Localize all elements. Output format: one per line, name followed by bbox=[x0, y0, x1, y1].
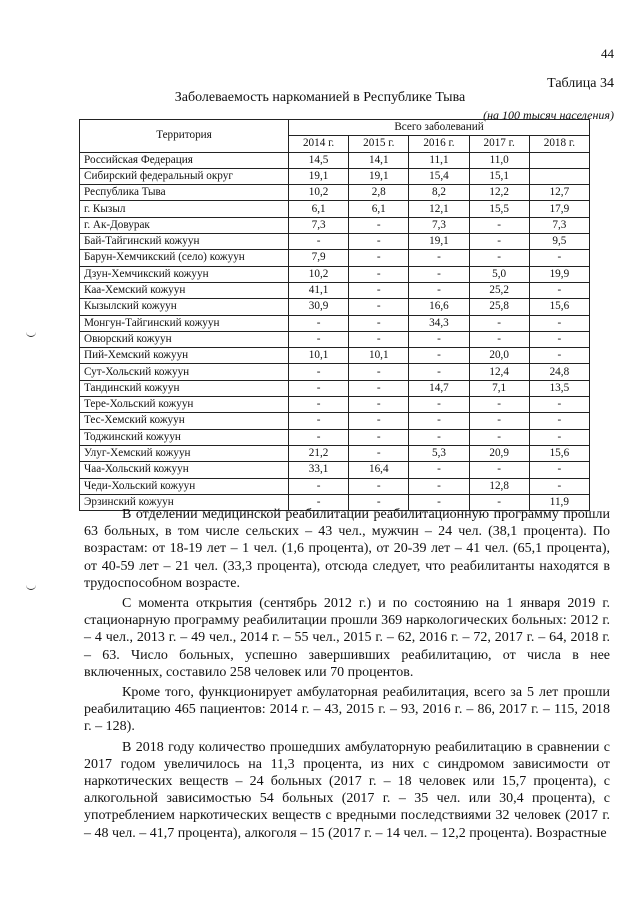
value-cell: - bbox=[529, 462, 589, 478]
value-cell: - bbox=[349, 380, 409, 396]
table-row bbox=[80, 315, 590, 331]
value-cell: 12,7 bbox=[529, 185, 589, 201]
territory-cell: Бай-Тайгинский кожуун bbox=[80, 234, 289, 250]
header-year: 2016 г. bbox=[409, 136, 469, 152]
value-cell: - bbox=[469, 217, 529, 233]
paragraph: Кроме того, функционирует амбулаторная реабилитация, всего за 5 лет прошли реабилитацию 465 пациентов: 2014 г. – 43, 2015 г. – 93, 2016 г. – 86, 2017 г. – 115, 2018 г. – 128). bbox=[84, 685, 610, 735]
value-cell: - bbox=[409, 413, 469, 429]
value-cell: - bbox=[289, 494, 349, 510]
value-cell: 11,1 bbox=[409, 152, 469, 168]
table-row bbox=[80, 397, 590, 413]
territory-cell: Каа-Хемский кожуун bbox=[80, 282, 289, 298]
value-cell: - bbox=[349, 397, 409, 413]
value-cell: - bbox=[349, 364, 409, 380]
value-cell: - bbox=[469, 429, 529, 445]
value-cell: - bbox=[349, 282, 409, 298]
table-row bbox=[80, 331, 590, 347]
table-row bbox=[80, 413, 590, 429]
value-cell: 25,2 bbox=[469, 282, 529, 298]
value-cell: 34,3 bbox=[409, 315, 469, 331]
value-cell: - bbox=[409, 250, 469, 266]
territory-cell: Российская Федерация bbox=[80, 152, 289, 168]
value-cell: - bbox=[409, 348, 469, 364]
territory-cell: Чеди-Хольский кожуун bbox=[80, 478, 289, 494]
value-cell: 15,6 bbox=[529, 445, 589, 461]
value-cell: - bbox=[529, 397, 589, 413]
value-cell: 8,2 bbox=[409, 185, 469, 201]
table-row bbox=[80, 462, 590, 478]
value-cell: 6,1 bbox=[289, 201, 349, 217]
value-cell: - bbox=[349, 315, 409, 331]
value-cell: - bbox=[289, 380, 349, 396]
territory-cell: Тоджинский кожуун bbox=[80, 429, 289, 445]
value-cell: 19,1 bbox=[409, 234, 469, 250]
value-cell: 11,9 bbox=[529, 494, 589, 510]
territory-cell: Барун-Хемчикский (село) кожуун bbox=[80, 250, 289, 266]
paragraph: В 2018 году количество прошедших амбулаторную реабилитацию в сравнении с 2017 годом увеличилось на 11,3 процента, из них с синдромом зависимости от наркотических веществ – 24 больных (2017 г. – 18 человек или 15,7 процента), с алкогольной зависимостью 54 больных (2017 г. – 35 чел. или 30,4 процента), с употреблением наркотических веществ с вредными последствиями 32 человек (2017 г. – 48 чел. – 41,7 процента), алкоголя – 15 (2017 г. – 14 чел. – 12,2 процента). Возрастные bbox=[84, 739, 610, 841]
paragraph: В отделении медицинской реабилитации реабилитационную программу прошли 63 больных, в том числе сельских – 43 чел., мужчин – 24 чел. (38,1 процента). По возрастам: от 18-19 лет – 1 чел. (1,6 процента), от 20-39 лет – 41 чел. (65,1 процента), от 40-59 лет – 21 чел. (33,3 процента), отсюда следует, что реабилитанты находятся в трудоспособном возрасте. bbox=[84, 507, 610, 591]
value-cell: 17,9 bbox=[529, 201, 589, 217]
value-cell: - bbox=[349, 217, 409, 233]
territory-cell: Дзун-Хемчикский кожуун bbox=[80, 266, 289, 282]
value-cell: - bbox=[409, 462, 469, 478]
value-cell: - bbox=[529, 282, 589, 298]
value-cell: 21,2 bbox=[289, 445, 349, 461]
table-row bbox=[80, 380, 590, 396]
value-cell: - bbox=[289, 315, 349, 331]
value-cell: - bbox=[289, 234, 349, 250]
value-cell: 11,0 bbox=[469, 152, 529, 168]
value-cell: 20,9 bbox=[469, 445, 529, 461]
territory-cell: Овюрский кожуун bbox=[80, 331, 289, 347]
value-cell: - bbox=[529, 429, 589, 445]
value-cell: - bbox=[349, 478, 409, 494]
value-cell: 16,4 bbox=[349, 462, 409, 478]
value-cell: 14,7 bbox=[409, 380, 469, 396]
table-row bbox=[80, 364, 590, 380]
header-year: 2015 г. bbox=[349, 136, 409, 152]
value-cell: 12,4 bbox=[469, 364, 529, 380]
value-cell: 13,5 bbox=[529, 380, 589, 396]
value-cell: 25,8 bbox=[469, 299, 529, 315]
value-cell: 12,1 bbox=[409, 201, 469, 217]
value-cell: 19,1 bbox=[289, 168, 349, 184]
value-cell: - bbox=[469, 397, 529, 413]
territory-cell: Сибирский федеральный округ bbox=[80, 168, 289, 184]
table-row bbox=[80, 478, 590, 494]
value-cell: - bbox=[469, 315, 529, 331]
value-cell: - bbox=[349, 266, 409, 282]
value-cell: 14,1 bbox=[349, 152, 409, 168]
value-cell: - bbox=[409, 364, 469, 380]
table-row bbox=[80, 168, 590, 184]
value-cell: 30,9 bbox=[289, 299, 349, 315]
body-text bbox=[84, 506, 610, 845]
value-cell: - bbox=[409, 494, 469, 510]
value-cell: 5,0 bbox=[469, 266, 529, 282]
table-row bbox=[80, 217, 590, 233]
value-cell: 7,3 bbox=[409, 217, 469, 233]
territory-cell: Тандинский кожуун bbox=[80, 380, 289, 396]
value-cell: - bbox=[469, 494, 529, 510]
value-cell: - bbox=[409, 266, 469, 282]
value-cell: - bbox=[409, 331, 469, 347]
value-cell: - bbox=[409, 282, 469, 298]
territory-cell: г. Ак-Довурак bbox=[80, 217, 289, 233]
value-cell: 14,5 bbox=[289, 152, 349, 168]
table-title: Заболеваемость наркоманией в Республике Тыва bbox=[174, 90, 466, 105]
header-group: Всего заболеваний bbox=[289, 120, 590, 136]
value-cell: 10,2 bbox=[289, 185, 349, 201]
territory-cell: Тес-Хемский кожуун bbox=[80, 413, 289, 429]
value-cell: - bbox=[469, 462, 529, 478]
drug-addiction-table bbox=[79, 119, 590, 511]
territory-cell: Эрзинский кожуун bbox=[80, 494, 289, 510]
value-cell: - bbox=[529, 478, 589, 494]
value-cell bbox=[529, 152, 589, 168]
value-cell: 12,2 bbox=[469, 185, 529, 201]
value-cell: 10,1 bbox=[349, 348, 409, 364]
table-row bbox=[80, 266, 590, 282]
value-cell: - bbox=[349, 445, 409, 461]
value-cell: - bbox=[349, 250, 409, 266]
value-cell: 7,9 bbox=[289, 250, 349, 266]
paragraph: С момента открытия (сентябрь 2012 г.) и по состоянию на 1 января 2019 г. стационарную программу реабилитации прошли 369 наркологических больных: 2012 г. – 4 чел., 2013 г. – 49 чел., 2014 г. – 55 чел., 2015 г. – 62, 2016 г. – 72, 2017 г. – 64, 2018 г. – 63. Число больных, успешно завершивших реабилитацию, от числа в нее включенных, составило 258 человек или 70 процентов. bbox=[84, 596, 610, 680]
territory-cell: Сут-Хольский кожуун bbox=[80, 364, 289, 380]
value-cell: 6,1 bbox=[349, 201, 409, 217]
value-cell: 19,9 bbox=[529, 266, 589, 282]
table-row bbox=[80, 429, 590, 445]
table-row bbox=[80, 299, 590, 315]
value-cell: 7,3 bbox=[289, 217, 349, 233]
value-cell: - bbox=[469, 234, 529, 250]
value-cell: - bbox=[349, 494, 409, 510]
value-cell: - bbox=[409, 397, 469, 413]
value-cell: - bbox=[469, 413, 529, 429]
header-territory: Территория bbox=[80, 120, 289, 153]
value-cell: 9,5 bbox=[529, 234, 589, 250]
territory-cell: Монгун-Тайгинский кожуун bbox=[80, 315, 289, 331]
value-cell: - bbox=[349, 234, 409, 250]
value-cell: 24,8 bbox=[529, 364, 589, 380]
value-cell: 10,2 bbox=[289, 266, 349, 282]
territory-cell: Кызылский кожуун bbox=[80, 299, 289, 315]
value-cell: - bbox=[529, 250, 589, 266]
value-cell: 19,1 bbox=[349, 168, 409, 184]
value-cell: - bbox=[289, 397, 349, 413]
table-row bbox=[80, 445, 590, 461]
territory-cell: Тере-Хольский кожуун bbox=[80, 397, 289, 413]
value-cell: - bbox=[469, 331, 529, 347]
table-row bbox=[80, 282, 590, 298]
territory-cell: Чаа-Хольский кожуун bbox=[80, 462, 289, 478]
value-cell: - bbox=[529, 348, 589, 364]
table-label: Таблица 34 bbox=[547, 76, 614, 91]
value-cell: - bbox=[529, 315, 589, 331]
value-cell: - bbox=[289, 429, 349, 445]
value-cell: 5,3 bbox=[409, 445, 469, 461]
table-row bbox=[80, 348, 590, 364]
table-row bbox=[80, 201, 590, 217]
value-cell: 33,1 bbox=[289, 462, 349, 478]
value-cell: - bbox=[529, 413, 589, 429]
value-cell: 15,5 bbox=[469, 201, 529, 217]
value-cell: 16,6 bbox=[409, 299, 469, 315]
value-cell: 20,0 bbox=[469, 348, 529, 364]
value-cell bbox=[529, 168, 589, 184]
value-cell: - bbox=[289, 413, 349, 429]
header-year: 2017 г. bbox=[469, 136, 529, 152]
value-cell: 7,1 bbox=[469, 380, 529, 396]
value-cell: 15,6 bbox=[529, 299, 589, 315]
value-cell: 41,1 bbox=[289, 282, 349, 298]
value-cell: - bbox=[289, 331, 349, 347]
value-cell: - bbox=[529, 331, 589, 347]
value-cell: - bbox=[409, 429, 469, 445]
header-year: 2018 г. bbox=[529, 136, 589, 152]
value-cell: - bbox=[349, 299, 409, 315]
header-year: 2014 г. bbox=[289, 136, 349, 152]
value-cell: 15,4 bbox=[409, 168, 469, 184]
value-cell: - bbox=[349, 429, 409, 445]
table-body bbox=[80, 152, 590, 511]
value-cell: - bbox=[289, 364, 349, 380]
value-cell: 2,8 bbox=[349, 185, 409, 201]
territory-cell: Улуг-Хемский кожуун bbox=[80, 445, 289, 461]
table-row bbox=[80, 185, 590, 201]
value-cell: 12,8 bbox=[469, 478, 529, 494]
value-cell: 10,1 bbox=[289, 348, 349, 364]
value-cell: - bbox=[409, 478, 469, 494]
value-cell: - bbox=[349, 331, 409, 347]
value-cell: - bbox=[349, 413, 409, 429]
territory-cell: Республика Тыва bbox=[80, 185, 289, 201]
territory-cell: Пий-Хемский кожуун bbox=[80, 348, 289, 364]
table-row bbox=[80, 250, 590, 266]
page-number: 44 bbox=[601, 46, 614, 61]
table-row bbox=[80, 152, 590, 168]
value-cell: - bbox=[289, 478, 349, 494]
territory-cell: г. Кызыл bbox=[80, 201, 289, 217]
value-cell: 7,3 bbox=[529, 217, 589, 233]
margin-mark bbox=[26, 330, 36, 337]
value-cell: - bbox=[469, 250, 529, 266]
margin-mark bbox=[26, 583, 36, 590]
table-row bbox=[80, 234, 590, 250]
value-cell: 15,1 bbox=[469, 168, 529, 184]
table-unit: (на 100 тысяч населения) bbox=[483, 108, 614, 122]
